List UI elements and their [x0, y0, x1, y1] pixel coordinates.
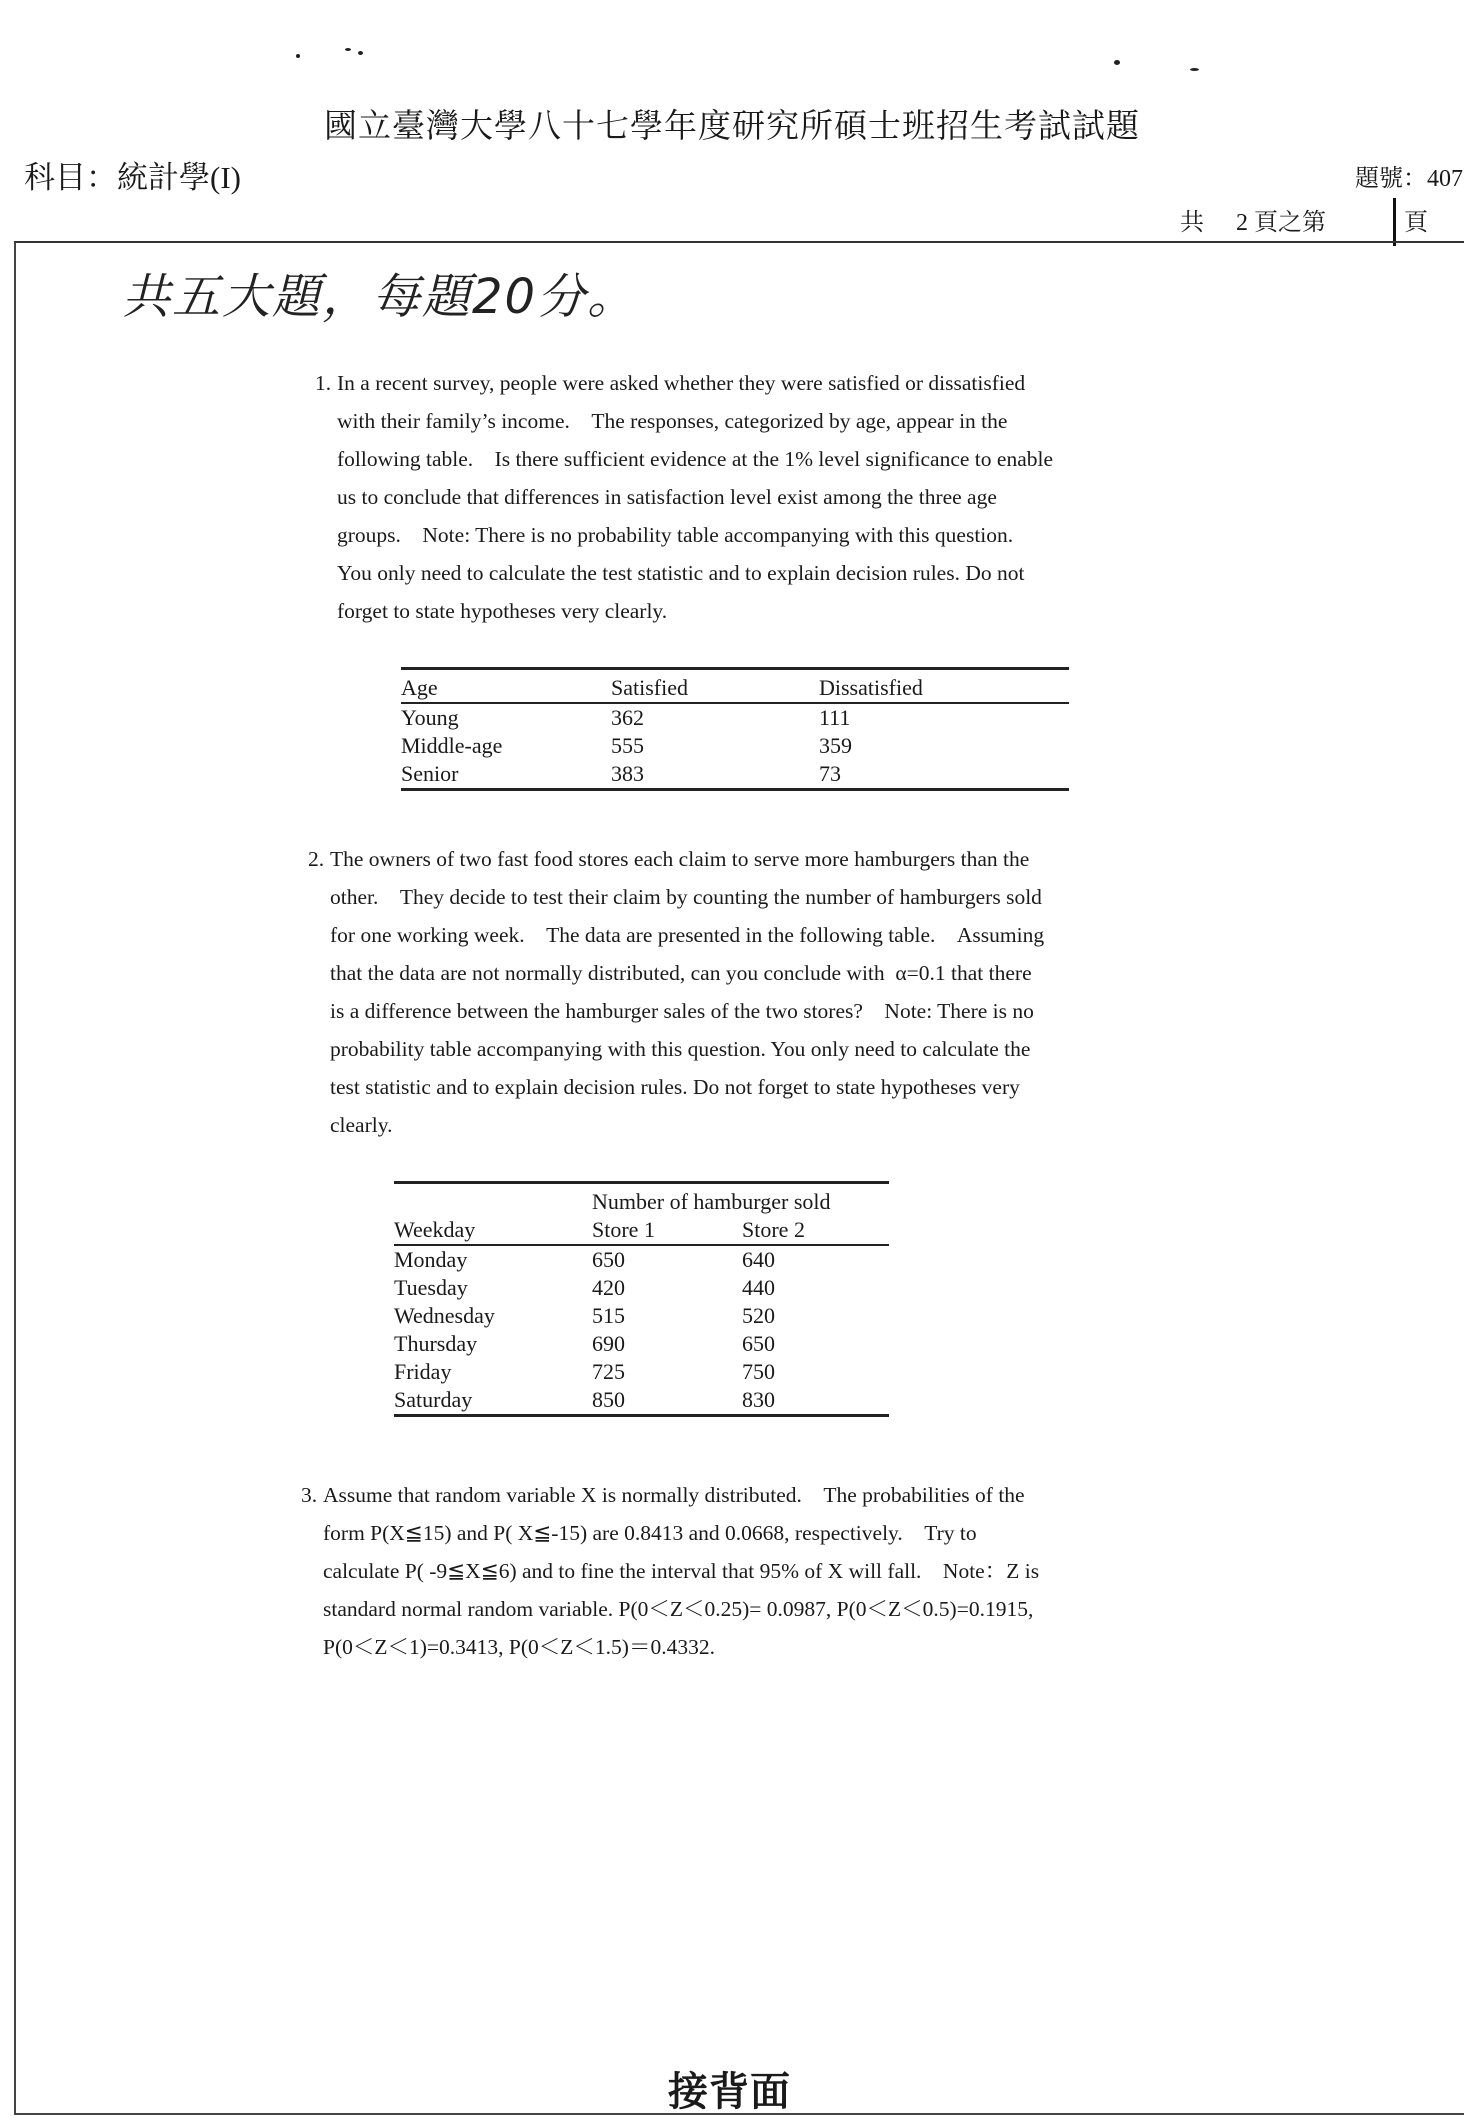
- table-cell: 725: [592, 1359, 625, 1384]
- question-line: us to conclude that differences in satisfaction level exist among the three age: [337, 485, 997, 509]
- table-header-row: [401, 669, 1069, 704]
- table-cell: 362: [611, 705, 644, 730]
- table-cell: 690: [592, 1331, 625, 1356]
- table-cell: Senior: [401, 761, 459, 786]
- table-row: [394, 1386, 889, 1416]
- question-number-label: 題號：407: [1355, 166, 1463, 192]
- question-line: P(0＜Z＜1)=0.3413, P(0＜Z＜1.5)＝0.4332.: [323, 1635, 715, 1659]
- table-cell: Monday: [394, 1247, 468, 1272]
- satisfaction-table: [401, 667, 1069, 791]
- scan-speck: [296, 54, 300, 58]
- question-number: 3.: [301, 1483, 318, 1507]
- table-cell: Middle-age: [401, 733, 503, 758]
- question-line: is a difference between the hamburger sales of the two stores? Note: There is no: [330, 999, 1034, 1023]
- table-row: [401, 703, 1069, 732]
- turn-over-stamp: 接背面: [668, 2068, 791, 2115]
- table-cell: Wednesday: [394, 1303, 495, 1328]
- table-row: [394, 1274, 889, 1302]
- table-cell: Tuesday: [394, 1275, 468, 1300]
- table-cell: 515: [592, 1303, 625, 1328]
- question-line: test statistic and to explain decision rules. Do not forget to state hypotheses very: [330, 1075, 1020, 1099]
- question-line: form P(X≦15) and P( X≦-15) are 0.8413 and 0.0668, respectively. Try to: [323, 1521, 977, 1545]
- page-total-prefix: 共: [1180, 210, 1204, 236]
- scan-speck: [358, 51, 363, 55]
- page-total: 2: [1236, 210, 1248, 236]
- column-header: Store 1: [592, 1216, 742, 1245]
- question-line: clearly.: [330, 1113, 393, 1137]
- table-cell: 73: [819, 761, 841, 786]
- question-2: [308, 840, 1210, 1144]
- table-cell: Saturday: [394, 1387, 473, 1412]
- scan-speck: [1114, 60, 1120, 65]
- table-row: [401, 732, 1069, 760]
- question-line: other. They decide to test their claim by counting the number of hamburgers sold: [330, 885, 1042, 909]
- question-line: with their family’s income. The responses, categorized by age, appear in the: [337, 409, 1008, 433]
- page-number-mark: [1393, 198, 1396, 246]
- column-header: Dissatisfied: [819, 669, 1069, 704]
- table-row: [394, 1330, 889, 1358]
- scan-speck: [345, 48, 351, 51]
- table-cell: 383: [611, 761, 644, 786]
- page-current: [1358, 210, 1372, 237]
- question-line: In a recent survey, people were asked whether they were satisfied or dissatisfied: [337, 371, 1026, 395]
- table-cell: 750: [742, 1359, 775, 1384]
- table-row: [394, 1358, 889, 1386]
- question-line: forget to state hypotheses very clearly.: [337, 599, 668, 623]
- subject-label: 科目：統計學(I): [24, 160, 241, 195]
- hamburger-sales-table: [394, 1181, 889, 1417]
- question-number: 1.: [315, 371, 332, 395]
- question-line: The owners of two fast food stores each claim to serve more hamburgers than the: [330, 847, 1030, 871]
- page-current-prefix: 頁之第: [1254, 210, 1326, 236]
- table-row: [394, 1245, 889, 1274]
- exam-title: 國立臺灣大學八十七學年度研究所碩士班招生考試試題: [324, 109, 1140, 145]
- page-suffix: 頁: [1404, 210, 1428, 236]
- table-cell: 420: [592, 1275, 625, 1300]
- table-cell: 520: [742, 1303, 775, 1328]
- question-line: for one working week. The data are presented in the following table. Assuming: [330, 923, 1045, 947]
- page-info: [1180, 202, 1428, 237]
- table-cell: 440: [742, 1275, 775, 1300]
- table-cell: Friday: [394, 1359, 452, 1384]
- handwritten-note: 共五大題，每題20分。: [122, 269, 638, 325]
- question-1: [315, 364, 1197, 630]
- question-number: 2.: [308, 847, 325, 871]
- question-line: probability table accompanying with this question. You only need to calculate the: [330, 1037, 1031, 1061]
- table-header-row: [394, 1216, 889, 1245]
- table-cell: 850: [592, 1387, 625, 1412]
- column-header: Satisfied: [611, 669, 819, 704]
- question-3: [301, 1476, 1223, 1666]
- table-cell: Thursday: [394, 1331, 478, 1356]
- table-cell: Young: [401, 705, 459, 730]
- table-cell: 650: [742, 1331, 775, 1356]
- question-line: Assume that random variable X is normally distributed. The probabilities of the: [323, 1483, 1025, 1507]
- scan-speck: [1190, 68, 1199, 71]
- table-cell: 555: [611, 733, 644, 758]
- table-cell: 111: [819, 705, 851, 730]
- question-line: that the data are not normally distributed, can you conclude with α=0.1 that there: [330, 961, 1032, 985]
- column-header: Age: [401, 669, 611, 704]
- table-cell: 650: [592, 1247, 625, 1272]
- question-line: calculate P( -9≦X≦6) and to fine the interval that 95% of X will fall. Note：Z is: [323, 1559, 1040, 1583]
- question-line: groups. Note: There is no probability table accompanying with this question.: [337, 523, 1014, 547]
- table-cell: 359: [819, 733, 852, 758]
- question-line: You only need to calculate the test statistic and to explain decision rules. Do not: [337, 561, 1025, 585]
- table-cell: 830: [742, 1387, 775, 1412]
- column-header: Store 2: [742, 1216, 889, 1245]
- table-cell: 640: [742, 1247, 775, 1272]
- table-group-header-row: [394, 1183, 889, 1217]
- question-line: following table. Is there sufficient evidence at the 1% level significance to enable: [337, 447, 1053, 471]
- table-row: [401, 760, 1069, 790]
- question-line: standard normal random variable. P(0＜Z＜0.25)= 0.0987, P(0＜Z＜0.5)=0.1915,: [323, 1597, 1034, 1621]
- table-row: [394, 1302, 889, 1330]
- column-header: Weekday: [394, 1216, 592, 1245]
- group-header: Number of hamburger sold: [592, 1189, 831, 1214]
